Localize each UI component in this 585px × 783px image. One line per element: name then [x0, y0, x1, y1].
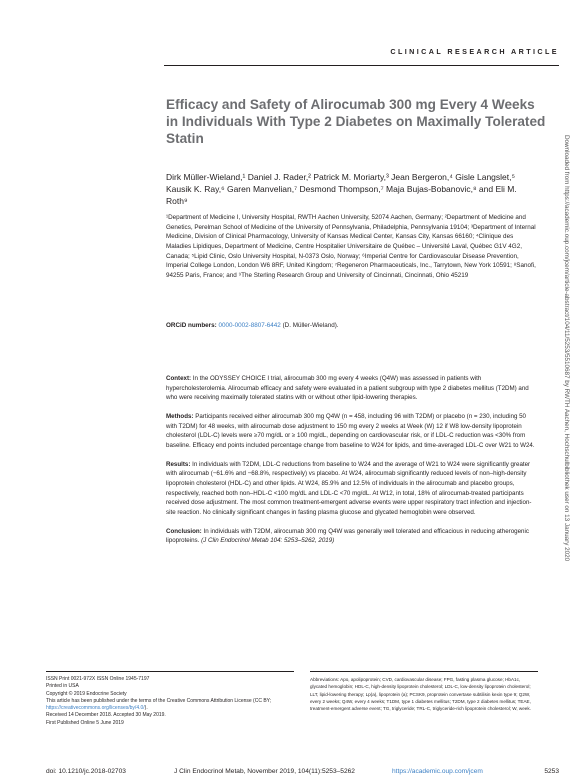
issn-line: ISSN Print 0021-972X ISSN Online 1945-7197 — [46, 676, 150, 682]
orcid-owner: (D. Müller-Wieland). — [282, 322, 339, 329]
received-line: Received 14 December 2018. Accepted 30 May 2019. — [46, 712, 166, 719]
methods-label: Methods: — [166, 412, 194, 420]
results-text: In individuals with T2DM, LDL-C reductions from baseline to W24 and the average of W21 to W24 were significantly greater with alirocumab (−61.6% and −68.8%, respectively) vs placebo. At W24, alirocumab significantly reduced levels of non–high-density lipoprotein cholesterol (HDL-C) and other lipids. At W24, 85.9% and 12.5% of individuals in the alirocumab and placebo groups, respectively, reached both non–HDL-C <100 mg/dL and LDL-C <70 mg/dL. At W12, in total, 18% of alirocumab-treated participants received dose adjustment. The most common treatment-emergent adverse events were upper respiratory tract infection and injection-site reaction. No clinically significant changes in fasting plasma glucose and glycated hemoglobin were observed. — [166, 460, 532, 516]
abstract-conclusion — [166, 527, 538, 546]
conclusion-text: In individuals with T2DM, alirocumab 300 mg Q4W was generally well tolerated and efficacious in reducing atherogenic lipoproteins. — [166, 527, 529, 545]
license-close: ). — [144, 705, 148, 712]
publication-meta — [46, 676, 296, 727]
abstract-methods — [166, 412, 538, 451]
methods-text: Participants received either alirocumab 300 mg Q4W (n = 458, including 96 with T2DM) or placebo (n = 230, including 50 with T2DM) for 48 weeks, with alirocumab dose adjustment to 150 mg every 2 weeks at Week (W) 12 if W8 low-density lipoprotein cholesterol (LDL-C) levels were ≥70 mg/dL or ≥ 100 mg/dL, depending on cardiovascular risk, or if LDL-C reduction was <30% from baseline. Efficacy end points included percentage change from baseline to W24 for lipids, and time-averaged LDL-C over W21 to W24. — [166, 412, 535, 449]
context-label: Context: — [166, 375, 192, 382]
footer-page-number: 5253 — [544, 768, 559, 775]
journal-citation: (J Clin Endocrinol Metab 104: 5253–5262, 2019) — [201, 537, 335, 545]
footer-url[interactable]: https://academic.oup.com/jcem — [392, 768, 483, 775]
footer-doi[interactable]: doi: 10.1210/jc.2018-02703 — [46, 768, 126, 775]
context-text: In the ODYSSEY CHOICE I trial, alirocumab 300 mg every 4 weeks (Q4W) was assessed in patients with hypercholesterolemia. Alirocumab efficacy and safety were evaluated in a patient subgroup with type 2 diabetes mellitus (T2DM) and who were receiving maximally tolerated statins with or without other lipid-lowering therapies. — [166, 375, 529, 402]
license-line — [46, 698, 296, 713]
meta-rule — [46, 671, 294, 672]
abstract-results — [166, 460, 538, 518]
printed-line: Printed in USA — [46, 683, 79, 690]
license-text: This article has been published under the terms of the Creative Commons Attribution License (CC BY; — [46, 697, 272, 704]
header-rule — [164, 65, 559, 66]
footer-journal: J Clin Endocrinol Metab, November 2019, 104(11):5253–5262 — [174, 768, 355, 775]
orcid-label: ORCiD numbers: — [166, 322, 217, 329]
section-label: CLINICAL RESEARCH ARTICLE — [390, 47, 559, 56]
author-list: Dirk Müller-Wieland,¹ Daniel J. Rader,² Patrick M. Moriarty,³ Jean Bergeron,⁴ Gisle Langslet,⁵ Kausik K. Ray,⁶ Garen Manvelian,⁷ Desmond Thompson,⁷ Maja Bujas-Bobanovic,⁸ and Eli M. Roth⁹ — [166, 172, 517, 207]
abstract — [166, 374, 538, 555]
published-line: First Published Online 5 June 2019 — [46, 719, 124, 726]
orcid-line — [166, 321, 536, 331]
results-label: Results: — [166, 460, 191, 468]
article-title: Efficacy and Safety of Alirocumab 300 mg Every 4 Weeks in Individuals With Type 2 Diabetes on Maximally Tolerated Statin — [166, 97, 546, 146]
abbreviations: Abbreviations: Apo, apolipoprotein; CVD, cardiovascular disease; FPG, fasting plasma glucose; HbA1c, glycated hemoglobin; HDL-C, high-density lipoprotein cholesterol; LDL-C, low-density lipoprotein cholesterol; LLT, lipid-lowering therapy; Lp(a), lipoprotein (a); PCSK9, proprotein convertase subtilisin kexin type 9; Q2W, every 2 weeks; Q4W, every 4 weeks; T1DM, type 1 diabetes mellitus; T2DM, type 2 diabetes mellitus; TEAE, treatment-emergent adverse event; TG, triglyceride; TRL-C, triglyceride-rich lipoprotein cholesterol; W, week. — [310, 677, 531, 712]
download-sidebar: Downloaded from https://academic.oup.com/jcem/article-abstract/104/11/5253/5510687 by RWTH Aachen, Hochschulbibliothek user on 13 January 2020 — [563, 135, 570, 562]
abstract-context — [166, 374, 538, 403]
orcid-link[interactable]: 0000-0002-8807-6442 — [218, 322, 281, 329]
affiliations: ¹Department of Medicine I, University Hospital, RWTH Aachen University, 52074 Aachen, Germany; ²Department of Medicine and Genetics, Perelman School of Medicine of the University of Pennsylvania, Philadelphia, Pennsylvania 19104; ³Department of Internal Medicine, Division of Clinical Pharmacology, University of Kansas Medical Center, Kansas City, Kansas 66160; ⁴Clinique des Maladies Lipidiques, Department of Medicine, Centre Hospitalier Universitaire de Québec – Université Laval, Québec G1V 4G2, Canada; ⁵Lipid Clinic, Oslo University Hospital, N-0373 Oslo, Norway; ⁶Imperial Centre for Cardiovascular Disease Prevention, Imperial College London, London W6 8RF, United Kingdom; ⁷Regeneron Pharmaceuticals, Inc., Tarrytown, New York 10591; ⁸Sanofi, 94255 Paris, France; and ⁹The Sterling Research Group and University of Cincinnati, Cincinnati, Ohio 45219 — [166, 214, 536, 279]
license-link[interactable]: https://creativecommons.org/licenses/by/4.0/ — [46, 705, 145, 712]
abbrev-rule — [310, 671, 538, 672]
copyright-line: Copyright © 2019 Endocrine Society — [46, 690, 127, 697]
conclusion-label: Conclusion: — [166, 527, 202, 535]
